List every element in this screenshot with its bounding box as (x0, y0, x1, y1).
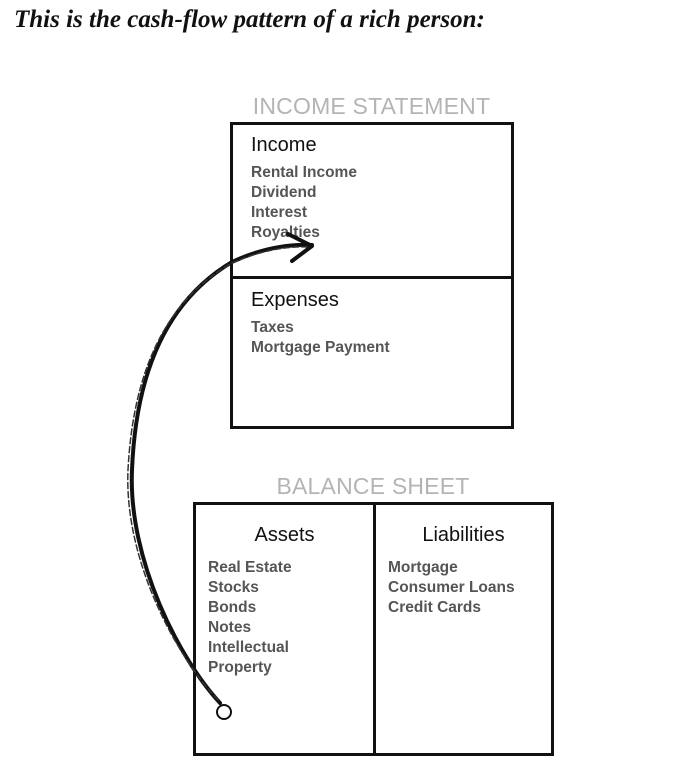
assets-heading: Assets (254, 524, 315, 546)
income-list (251, 163, 357, 243)
liability-item: Credit Cards (388, 599, 482, 616)
asset-item: Property (208, 659, 272, 676)
page-title: This is the cash-flow pattern of a rich person: (14, 6, 485, 33)
assets-list (208, 558, 292, 678)
liabilities-heading: Liabilities (422, 524, 505, 546)
asset-item: Real Estate (208, 559, 292, 576)
liabilities-list (388, 558, 515, 618)
expense-item: Mortgage Payment (251, 339, 390, 356)
income-statement-box (230, 122, 514, 429)
balance-sheet-box (193, 502, 554, 756)
asset-item: Intellectual (208, 639, 289, 656)
income-heading: Income (251, 134, 317, 156)
income-item: Rental Income (251, 164, 357, 181)
asset-item: Notes (208, 619, 252, 636)
expense-item: Taxes (251, 319, 294, 336)
asset-item: Stocks (208, 579, 259, 596)
liability-item: Consumer Loans (388, 579, 515, 596)
income-item: Royalties (251, 224, 320, 241)
expenses-list (251, 318, 390, 358)
asset-item: Bonds (208, 599, 257, 616)
income-expenses-divider (233, 276, 511, 279)
income-item: Dividend (251, 184, 317, 201)
income-statement-heading: INCOME STATEMENT (252, 93, 491, 119)
expenses-heading: Expenses (251, 289, 339, 311)
liability-item: Mortgage (388, 559, 458, 576)
income-item: Interest (251, 204, 307, 221)
balance-sheet-heading: BALANCE SHEET (276, 473, 470, 499)
